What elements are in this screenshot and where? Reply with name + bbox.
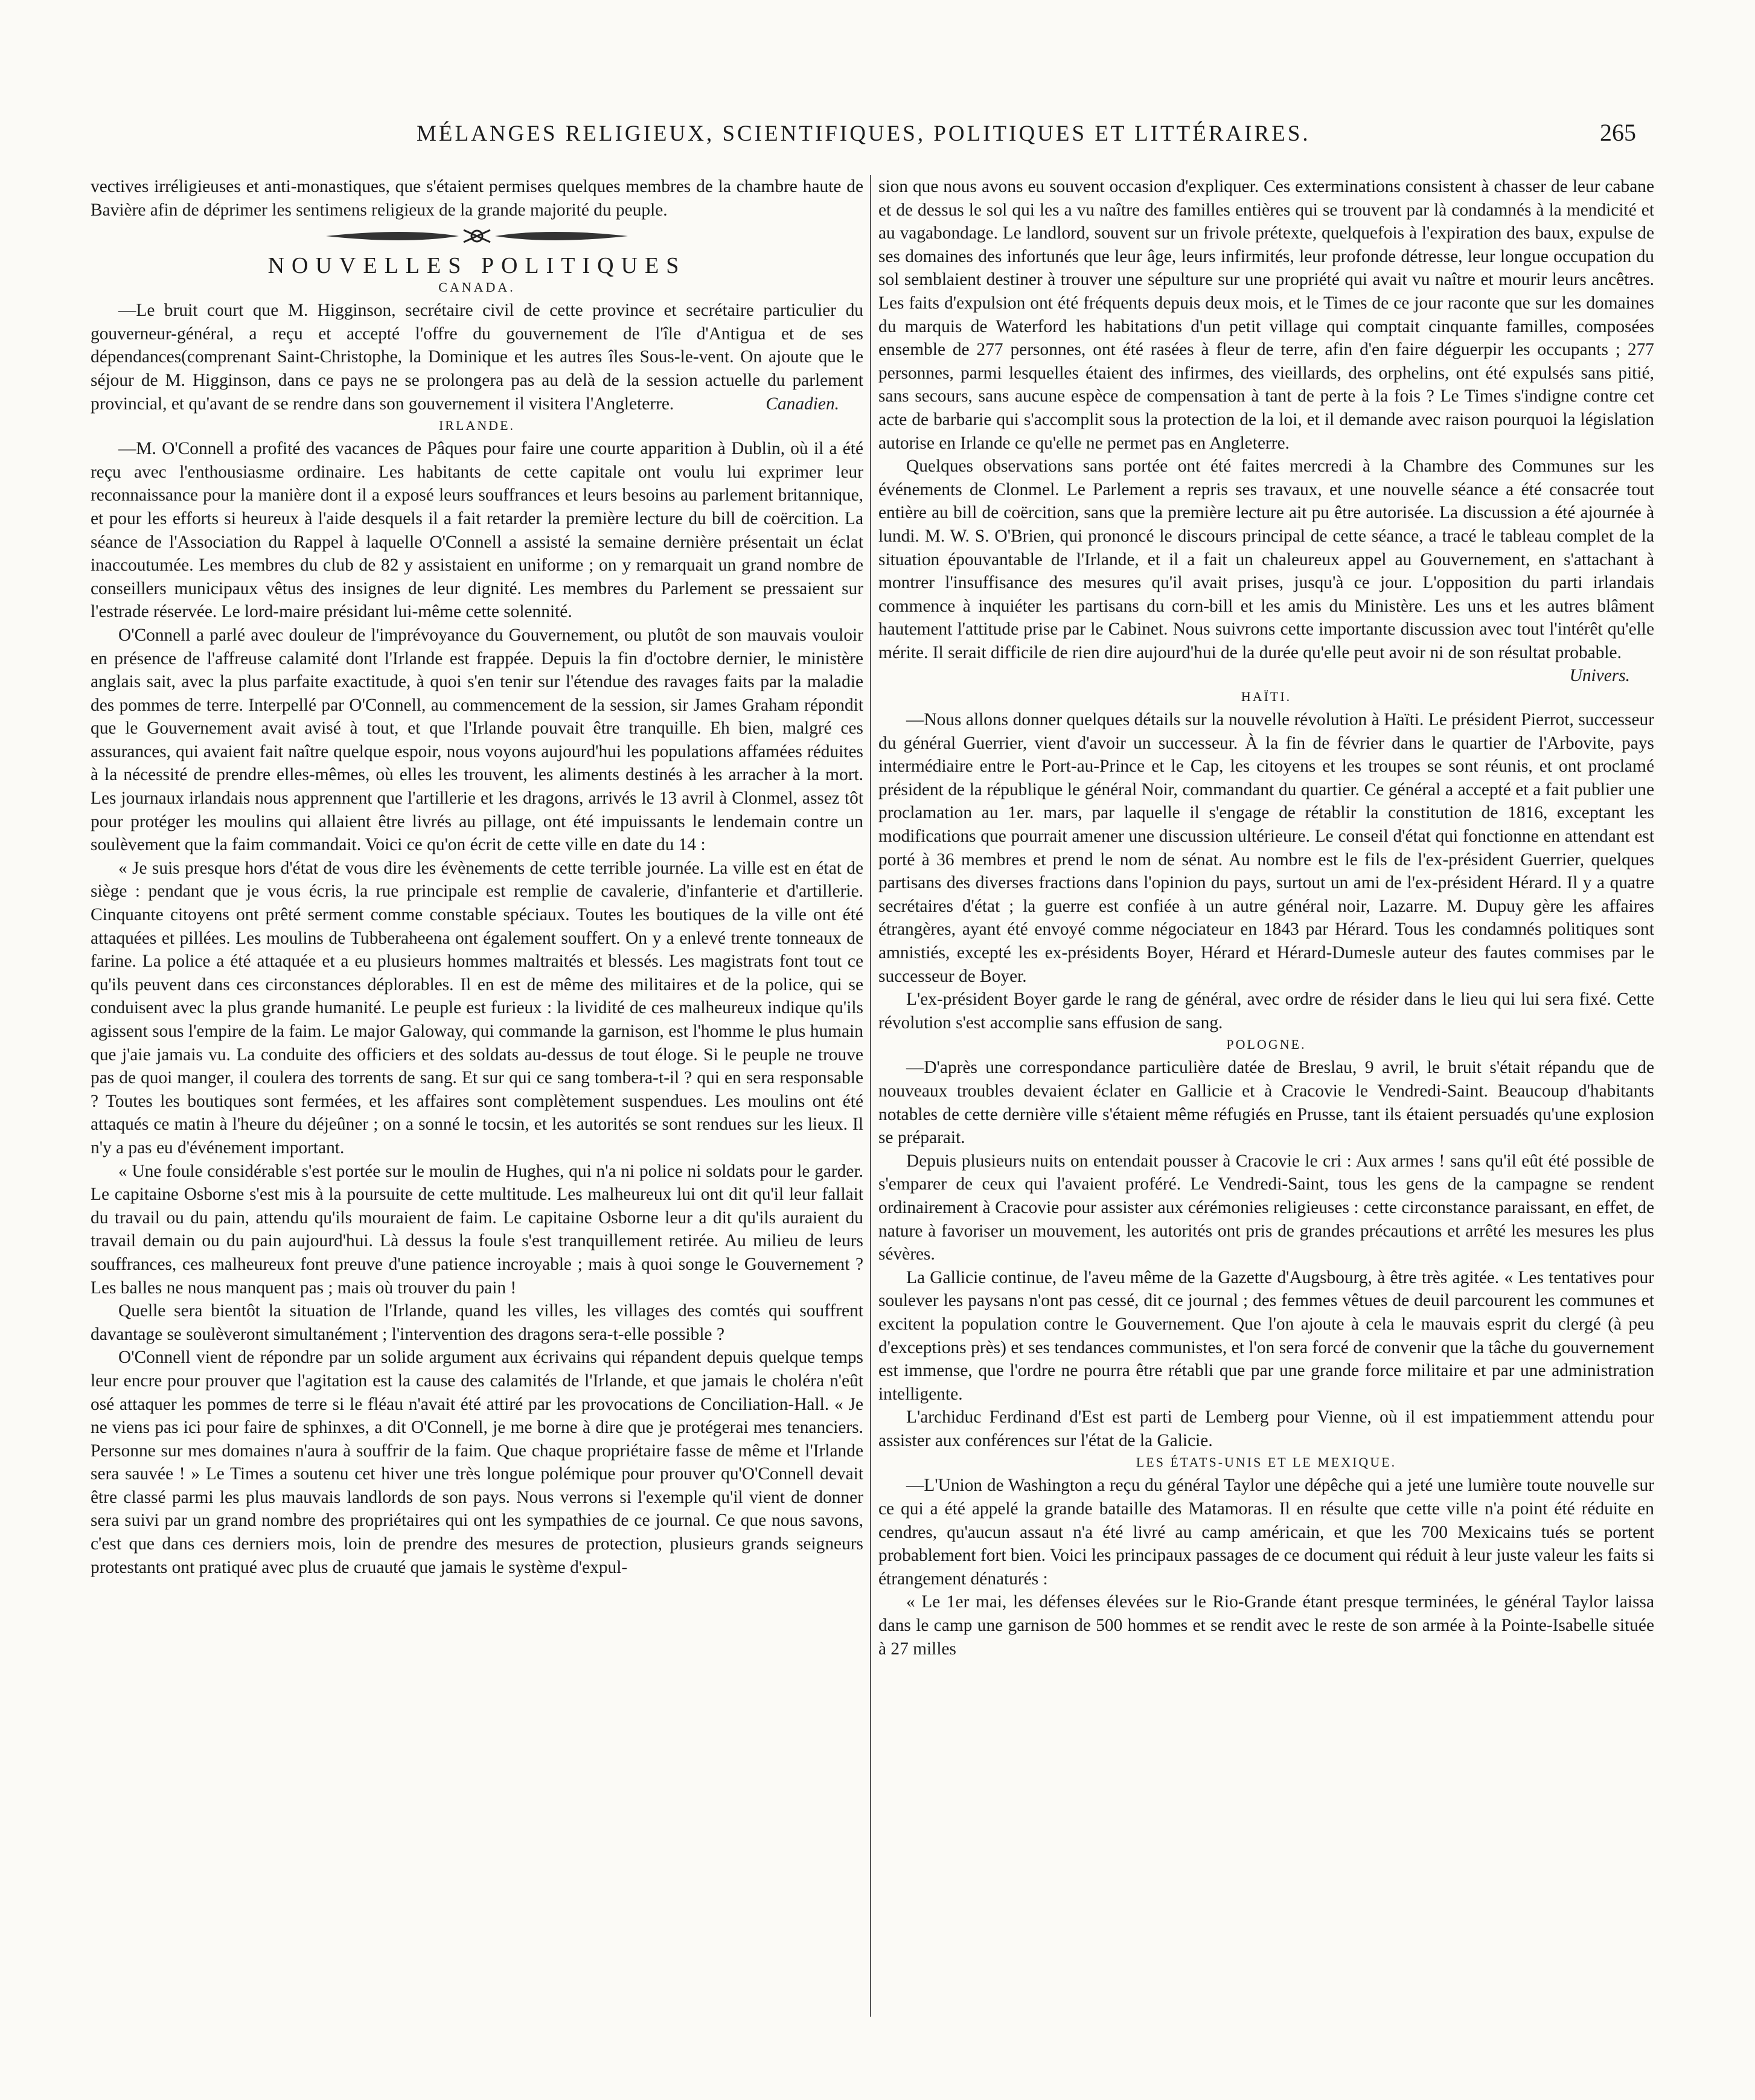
pologne-paragraph-1: —D'après une correspondance particulière datée de Breslau, 9 avril, le bruit s'était répandu que de nouveaux troubles devaient éclater en Gallicie et à Cracovie le Vendredi-Saint. Beaucoup d'habitants notables de cette dernière ville s'étaient même réfugiés en Prusse, tant ils étaient persuadés qu'une explosion se préparait. (878, 1058, 1654, 1148)
canada-heading: CANADA. (438, 280, 516, 295)
left-column (91, 175, 863, 1579)
irlande-cont-text-2: Quelques observations sans portée ont été faites mercredi à la Chambre des Communes sur les événements de Clonmel. Le Parlement a repris ses travaux, et une nouvelle séance a été consacrée tout entière au bill de coërcition, sans que la première lecture ait pu être autorisée. La discussion a été ajournée à lundi. M. W. S. O'Brien, qui prononcé le discours principal de cette séance, a tracé le tableau complet de la situation épouvantable de l'Irlande, et il a fait un chaleureux appel au Gouvernement, en s'attachant à montrer l'insuffisance des mesures qu'il avait prises, jusqu'à ce jour. L'opposition du parti irlandais commence à inquiéter les partisans du corn-bill et les amis du Ministère. Les uns et les autres blâment hautement l'attitude prise par le Cabinet. Nous suivrons cette importante discussion avec tout l'intérêt qu'elle mérite. Il serait difficile de rien dire aujourd'hui de la durée qu'elle peut avoir ni de son résultat probable. (878, 456, 1654, 662)
pologne-heading: POLOGNE. (1226, 1037, 1306, 1052)
running-title: MÉLANGES RELIGIEUX, SCIENTIFIQUES, POLITIQUES ET LITTÉRAIRES. (417, 121, 1311, 146)
pologne-paragraph-4: L'archiduc Ferdinand d'Est est parti de Lemberg pour Vienne, où il est impatiemment attendu pour assister aux conférences sur l'état de la Galicie. (878, 1407, 1654, 1450)
canada-paragraph (91, 299, 863, 415)
irlande-paragraph-2: O'Connell a parlé avec douleur de l'imprévoyance du Gouvernement, ou plutôt de son mauvais vouloir en présence de l'affreuse calamité dont l'Irlande est frappée. Depuis la fin d'octobre dernier, le ministère anglais sait, avec la plus parfaite exactitude, à quoi s'en tenir sur l'étendue des ravages faits par la maladie des pommes de terre. Interpellé par O'Connell, au commencement de la session, sir James Graham répondit que le Gouvernement avait avisé à tout, et que l'Irlande pouvait être tranquille. Eh bien, malgré ces assurances, qui avaient fait naître quelque espoir, nous voyons aujourd'hui les populations affamées réduites à la nécessité de prendre elles-mêmes, où elles les trouvent, les aliments destinés à les arracher à la mort. Les journaux irlandais nous apprennent que l'artillerie et les dragons, arrivés le 13 avril à Clonmel, assez tôt pour protéger les moulins qui allaient être livrés au pillage, ont été impuissants le lendemain contre un soulèvement que la faim commandait. Voici ce qu'on écrit de cette ville en date du 14 : (91, 625, 863, 855)
irlande-paragraph-1: —M. O'Connell a profité des vacances de Pâques pour faire une courte apparition à Dublin, où il a été reçu avec l'enthousiasme ordinaire. Les habitants de cette capitale ont voulu lui exprimer leur reconnaissance pour la manière dont il a exposé leurs souffrances et leurs besoins au parlement britannique, et pour les efforts si heureux à l'aide desquels il a fait retarder la première lecture du bill de coërcition. La séance de l'Association du Rappel à laquelle O'Connell a assisté la semaine dernière présentait un éclat inaccoutumée. Les membres du club de 82 y assistaient en uniforme ; on y remarquait un grand nombre de conseillers municipaux vêtus des insignes de leur dignité. Les membres du Parlement se pressaient sur l'estrade réservée. Le lord-maire présidant lui-même cette solennité. (91, 439, 863, 622)
irlande-paragraph-6: O'Connell vient de répondre par un solide argument aux écrivains qui répandent depuis quelque temps leur encre pour prouver que l'agitation est la cause des calamités de l'Irlande, et que jamais le choléra n'eût osé attaquer les pommes de terre si le fléau n'avait été attiré par les provocations de Conciliation-Hall. « Je ne viens pas ici pour faire de sphinxes, a dit O'Connell, je me borne à dire que je protégerai mes tenanciers. Personne sur mes domaines n'aura à souffrir de la faim. Que chaque propriétaire fasse de même et l'Irlande sera sauvée ! » Le Times a soutenu cet hiver une très longue polémique pour prouver qu'O'Connell devait être classé parmi les plus mauvais landlords de son pays. Nous verrons si l'exemple qu'il vient de donner sera suivi par un grand nombre des propriétaires qui ont les sympathies de ce journal. Ce que nous savons, c'est que dans ces derniers mois, loin de prendre des mesures de protection, plusieurs grands seigneurs protestants ont pratiqué avec plus de cruauté que jamais le système d'expul- (91, 1348, 863, 1577)
pologne-paragraph-3: La Gallicie continue, de l'aveu même de la Gazette d'Augsbourg, à être très agitée. « Les tentatives pour soulever les paysans n'ont pas cessé, dit ce journal ; des femmes vêtues de deuil parcourent les communes et excitent la population contre le Gouvernement. Que l'on ajoute à cela le mauvais esprit du clergé (à peu d'exceptions près) et ses tendances communistes, et l'on sera forcé de convenir que la tâche du gouvernement est immense, que l'ordre ne pourra être rétabli que par une grande force militaire et par une administration intelligente. (878, 1267, 1654, 1404)
page-number: 265 (1600, 119, 1636, 146)
etats-unis-heading: LES ÉTATS-UNIS ET LE MEXIQUE. (1136, 1455, 1397, 1470)
etats-unis-paragraph-1: —L'Union de Washington a reçu du général Taylor une dépêche qui a jeté une lumière toute nouvelle sur ce qui a été appelé la grande bataille des Matamoras. Il en résulte que cette ville n'a point été réduite en cendres, qu'aucun assaut n'a été livré au camp américain, et que les 700 Mexicains tués se portent probablement fort bien. Voici les principaux passages de ce document qui réduit à leur juste valeur les faits si étrangement dénaturés : (878, 1476, 1654, 1589)
irlande-heading: IRLANDE. (438, 418, 516, 434)
irlande-paragraph-5: Quelle sera bientôt la situation de l'Irlande, quand les villes, les villages des comtés qui souffrent davantage se soulèveront simultanément ; l'intervention des dragons sera-t-elle possible ? (91, 1301, 863, 1344)
intro-paragraph: vectives irréligieuses et anti-monastiques, que s'étaient permises quelques membres de la chambre haute de Bavière afin de déprimer les sentimens religieux de la grande majorité du peuple. (91, 177, 863, 220)
haiti-heading: HAÏTI. (1241, 689, 1292, 705)
irlande-paragraph-4: « Une foule considérable s'est portée sur le moulin de Hughes, qui n'a ni police ni soldats pour le garder. Le capitaine Osborne s'est mis à la poursuite de cette multitude. Les malheureux lui ont dit qu'il leur fallait du travail ou du pain, attendu qu'ils mouraient de faim. Le capitaine Osborne leur a dit qu'ils auraient du travail demain ou du pain aujourd'hui. Là dessus la foule s'est tranquillement retirée. Au milieu de leurs souffrances, ces malheureux font preuve d'une patience incroyable ; mais à quoi songe le Gouvernement ? Les balles ne nous manquent pas ; mais où trouver du pain ! (91, 1161, 863, 1298)
irlande-cont-paragraph-2 (878, 455, 1654, 686)
ornament-divider-icon (91, 224, 863, 251)
canada-text: —Le bruit court que M. Higginson, secrétaire civil de cette province et secrétaire particulier du gouverneur-général, a reçu et accepté l'offre du gouvernement de l'île d'Antigua et de ses dépendances(comprenant Saint-Christophe, la Dominique et les autres îles Sous-le-vent. On ajoute que le séjour de M. Higginson, dans ce pays ne se prolongera pas au delà de la session actuelle du parlement provincial, et qu'avant de se rendre dans son gouvernement il visitera l'Angleterre. (91, 301, 863, 414)
irlande-paragraph-3: « Je suis presque hors d'état de vous dire les évènements de cette terrible journée. La ville est en état de siège : pendant que je vous écris, la rue principale est remplie de cavalerie, d'infanterie et d'artillerie. Cinquante citoyens ont prêté serment comme constable spéciaux. Toutes les boutiques de la ville ont été attaquées et pillées. Les moulins de Tubberaheena ont également souffert. On y a enlevé trente tonneaux de farine. La police a été attaquée et a eu plusieurs hommes maltraités et blessés. Les magistrats font tout ce qu'ils peuvent dans ces circonstances déplorables. Il en est de même des militaires et de la police, qui se conduisent avec la plus grande humanité. Le peuple est furieux : la lividité de ces malheureux indique qu'ils agissent sous l'empire de la faim. Le major Galoway, qui commande la garnison, est l'homme le plus humain que j'aie jamais vu. La conduite des officiers et des soldats au-dessus de tout éloge. Si le peuple ne trouve pas de quoi manger, il coulera des torrents de sang. Et sur qui ce sang tombera-t-il ? qui en sera responsable ? Toutes les boutiques sont fermées, et les affaires sont complètement suspendues. Les moulins ont été attaqués ce matin à l'heure du déjeûner ; on a sonné le tocsin, et les autorités se sont rendues sur les lieux. Il n'y a pas eu d'événement important. (91, 858, 863, 1157)
page-header (91, 118, 1636, 161)
etats-unis-paragraph-2: « Le 1er mai, les défenses élevées sur le Rio-Grande étant presque terminées, le général Taylor laissa dans le camp une garnison de 500 hommes et se rendit avec le reste de son armée à la Pointe-Isabelle située à 27 milles (878, 1592, 1654, 1659)
irlande-cont-paragraph-1: sion que nous avons eu souvent occasion d'expliquer. Ces exterminations consistent à chasser de leur cabane et de dessus le sol qui les a vu naître des familles entières qui se trouvent par là condamnés à la mendicité et au vagabondage. Le landlord, souvent sur un frivole prétexte, quelquefois à l'expiration des baux, expulse de ses domaines des infortunés que leur âge, leurs infirmités, leur profonde détresse, leur longue occupation du sol semblaient destiner à trouver une sépulture sur une propriété qui avait vu naître et mourir leurs ancêtres. Les faits d'expulsion ont été fréquents depuis deux mois, et le Times de ce jour raconte que sur les domaines du marquis de Waterford les habitations d'un petit village qui comptait cinquante familles, composées ensemble de 277 personnes, ont été rasées à fleur de terre, afin d'en faire déguerpir les occupants ; 277 personnes, parmi lesquelles étaient des infirmes, des vieillards, des orphelins, ont été expulsés sans pitié, sans secours, sans aucune espèce de compensation à tant de perte à la fois ? Le Times s'indigne contre cet acte de barbarie qui s'accomplit sous la protection de la loi, et il demande avec raison pourquoi la législation autorise en Irlande ce qu'elle ne permet pas en Angleterre. (878, 177, 1654, 453)
section-title: NOUVELLES POLITIQUES (267, 253, 686, 279)
right-column (878, 175, 1654, 1660)
haiti-paragraph-2: L'ex-président Boyer garde le rang de général, avec ordre de résider dans le lieu qui lui sera fixé. Cette révolution s'est accomplie sans effusion de sang. (878, 990, 1654, 1032)
univers-source: Univers. (1569, 666, 1630, 686)
haiti-paragraph-1: —Nous allons donner quelques détails sur la nouvelle révolution à Haïti. Le président Pierrot, successeur du général Guerrier, vient d'avoir un successeur. À la fin de février dans le quartier de l'Arbovite, pays intermédiaire entre le Port-au-Prince et le Cap, les citoyens et les troupes se sont réunis, et ont proclamé président de la république le général Noir, commandant du quartier. Ce général a accepté et a fait publier une proclamation au 1er. mars, par laquelle il s'engage de rétablir la constitution de 1816, exceptant les modifications que pourrait amener une discussion ultérieure. Le conseil d'état qui fonctionne en attendant est porté à 36 membres et prend le nom de sénat. Au nombre est le fils de l'ex-président Guerrier, quelques partisans des diverses fractions dans l'opinion du pays, surtout un ami de l'ex-président Hérard. Il y a quatre secrétaires d'état ; la guerre est confiée à un autre général noir, Lazarre. M. Dupuy gère les affaires étrangères, ayant été envoyé comme négociateur en 1843 par Hérard. Tous les condamnés politiques sont amnistiés, excepté les ex-présidents Boyer, Hérard et Hérard-Dumesle auteur des fautes commises par le successeur de Boyer. (878, 710, 1654, 986)
canada-source: Canadien. (766, 394, 839, 414)
column-divider (870, 175, 871, 2017)
pologne-paragraph-2: Depuis plusieurs nuits on entendait pousser à Cracovie le cri : Aux armes ! sans qu'il eût été possible de s'emparer de ceux qui l'avaient proféré. Le Vendredi-Saint, tous les gens de la campagne se rendent ordinairement à Cracovie pour assister aux cérémonies religieuses : cette circonstance paraissant, en effet, de nature à favoriser un mouvement, les autorités ont pris de grandes précautions et arrêté les mesures les plus sévères. (878, 1151, 1654, 1264)
